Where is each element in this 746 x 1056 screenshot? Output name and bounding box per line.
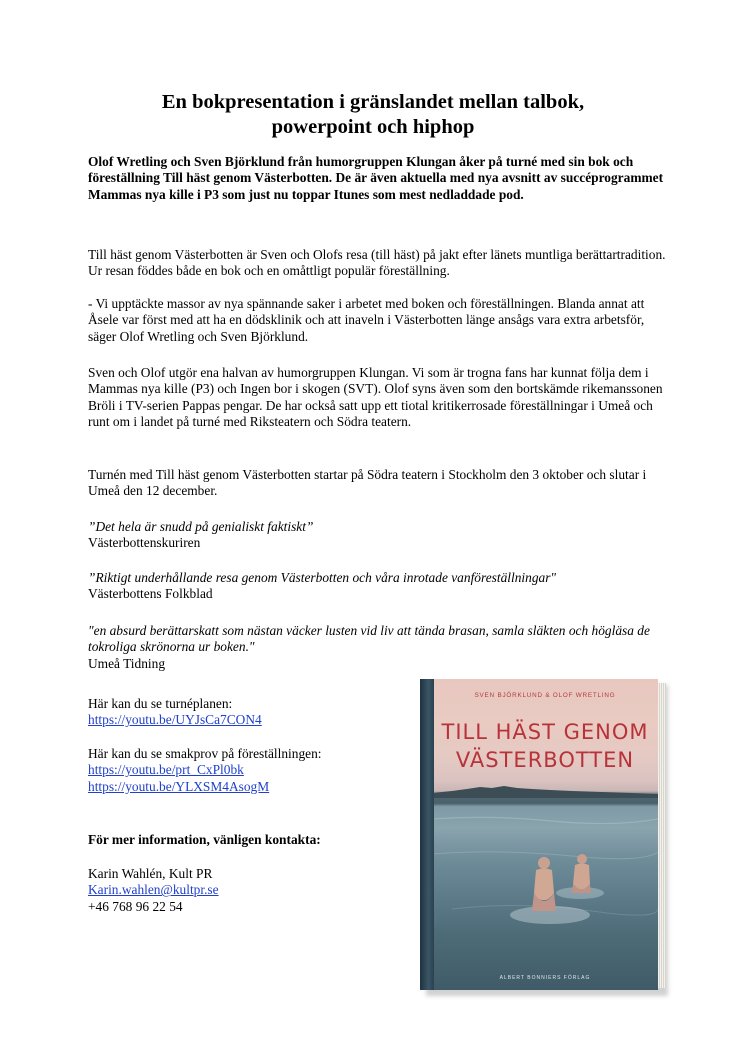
- body-paragraph-3: Sven och Olof utgör ena halvan av humorgruppen Klungan. Vi som är trogna fans har kunnat följa dem i Mammas nya kille (P3) och Ingen bor i skogen (SVT). Olof syns även som den bortskämde rikemanssonen Bröli i TV-serien Pappas pengar. De har också satt upp ett tiotal kritikerrosade föreställningar i Umeå och runt om i landet på turné med Riksteatern och Södra teatern.: [88, 365, 663, 430]
- book-front-cover: [432, 679, 658, 990]
- quote-source: Västerbottens Folkblad: [88, 586, 213, 602]
- cover-publisher: ALBERT BONNIERS FÖRLAG: [499, 975, 591, 981]
- body-paragraph-2: - Vi upptäckte massor av nya spännande saker i arbetet med boken och föreställningen. Blanda annat att Åsele var först med att ha en dödsklinik och att inaveln i Västerbotten länge ansågs vara extra arbetsför, säger Olof Wretling och Sven Björklund.: [88, 296, 645, 344]
- preview-section: [88, 746, 418, 795]
- cover-authors: SVEN BJÖRKLUND & OLOF WRETLING: [474, 692, 616, 699]
- review-quote-3: [88, 623, 668, 672]
- preview-label: Här kan du se smakprov på föreställningen:: [88, 746, 322, 761]
- contact-details: [88, 866, 418, 915]
- contact-email-link[interactable]: Karin.wahlen@kultpr.se: [88, 882, 219, 898]
- preview-link-1[interactable]: https://youtu.be/prt_CxPl0bk: [88, 762, 244, 778]
- tour-plan-link[interactable]: https://youtu.be/UYJsCa7CON4: [88, 712, 262, 728]
- quote-text: "en absurd berättarskatt som nästan väcker lusten vid liv att tända brasan, samla släkten och högläsa de tokroliga skrönorna ur boken.": [88, 623, 650, 655]
- book-cover-image: [420, 679, 668, 996]
- quote-source: Västerbottenskuriren: [88, 535, 201, 551]
- tour-plan-label: Här kan du se turnéplanen:: [88, 696, 233, 711]
- preview-link-2[interactable]: https://youtu.be/YLXSM4AsogM: [88, 778, 270, 794]
- contact-heading: För mer information, vänligen kontakta:: [88, 832, 321, 847]
- page-title: [88, 90, 658, 140]
- treeline: [432, 786, 658, 798]
- title-line-2: powerpoint och hiphop: [271, 116, 475, 138]
- cover-title-line-1: TILL HÄST GENOM: [441, 720, 649, 744]
- contact-name: Karin Wahlén, Kult PR: [88, 866, 213, 881]
- body-paragraph-4: Turnén med Till häst genom Västerbotten startar på Södra teatern i Stockholm den 3 oktober och slutar i Umeå den 12 december.: [88, 467, 647, 499]
- body-paragraph-1: Till häst genom Västerbotten är Sven och Olofs resa (till häst) på jakt efter länets muntliga berättartradition. Ur resan föddes både en bok och en omåttligt populär föreställning.: [88, 247, 666, 279]
- lead-paragraph: Olof Wretling och Sven Björklund från humorgruppen Klungan åker på turné med sin bok och föreställning Till häst genom Västerbotten. De är även aktuella med nya avsnitt av succéprogrammet Mammas nya kille i P3 som just nu toppar Itunes som mest nedladdade pod.: [88, 154, 664, 202]
- review-quote-1: [88, 519, 668, 552]
- title-line-1: En bokpresentation i gränslandet mellan talbok,: [161, 91, 585, 113]
- contact-phone: +46 768 96 22 54: [88, 898, 183, 914]
- tour-plan-section: [88, 696, 418, 729]
- swimmer-figure-1: [532, 857, 556, 911]
- book-spine: [420, 679, 434, 990]
- review-quote-2: [88, 570, 668, 603]
- cover-title-line-2: VÄSTERBOTTEN: [455, 748, 635, 772]
- quote-source: Umeå Tidning: [88, 655, 166, 671]
- swimmer-figure-2: [572, 854, 591, 893]
- quote-text: ”Det hela är snudd på genialiskt faktiskt”: [88, 519, 314, 534]
- quote-text: ”Riktigt underhållande resa genom Västerbotten och våra inrotade vanföreställningar": [88, 570, 557, 585]
